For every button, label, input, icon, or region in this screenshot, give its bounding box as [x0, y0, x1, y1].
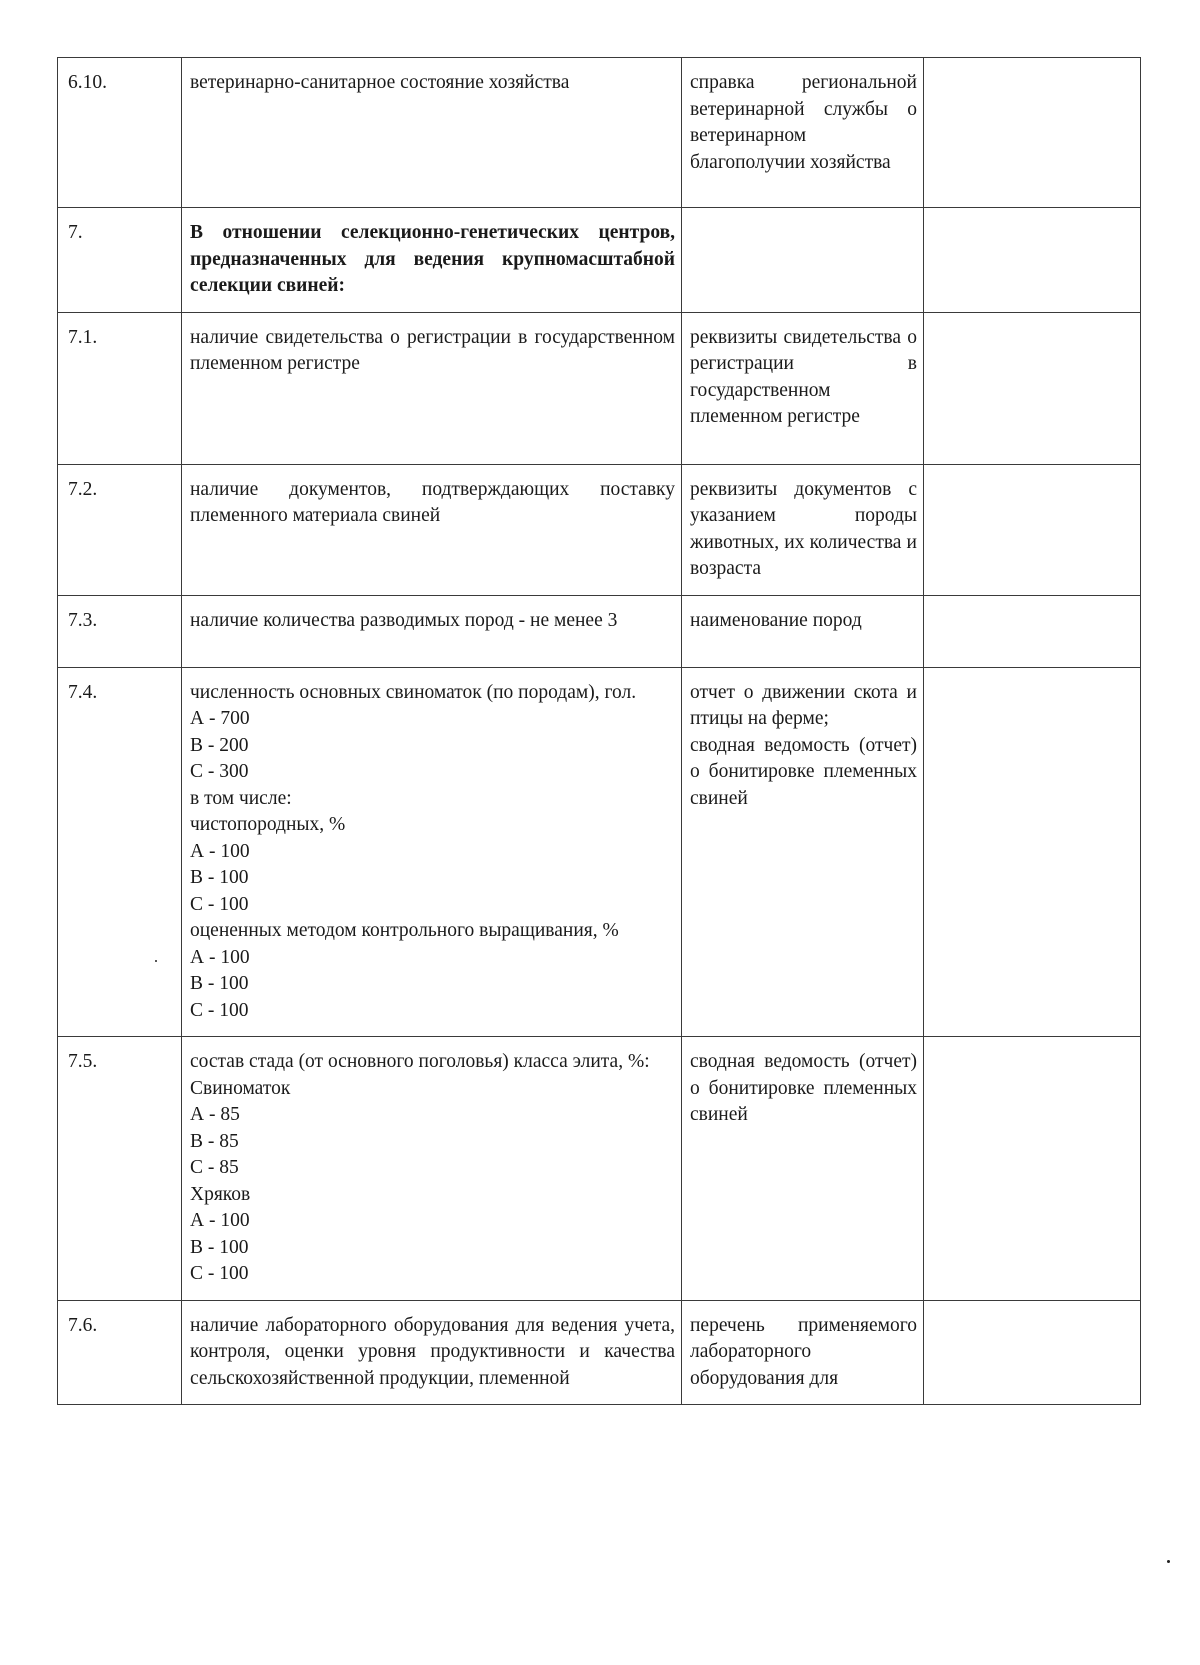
document-cell: сводная ведомость (отчет) о бонитировке племенных свиней: [682, 1037, 924, 1301]
section-heading: В отношении селекционно-генетических центров, предназначенных для ведения крупномасштабной селекции свиней:: [182, 208, 682, 313]
criterion-lines: [190, 706, 675, 918]
criterion-line: В - 100: [190, 867, 249, 888]
criterion-line: А - 100: [190, 946, 250, 968]
document-cell: справка региональной ветеринарной службы о ветеринарном благополучии хозяйства: [682, 58, 924, 208]
criterion-line: В - 100: [190, 1236, 249, 1258]
document-cell: реквизиты свидетельства о регистрации в государственном племенном регистре: [682, 312, 924, 464]
criterion-lines: [190, 1076, 675, 1288]
criterion-cell: наличие свидетельства о регистрации в государственном племенном регистре: [182, 312, 682, 464]
row-number: 7.1.: [58, 312, 182, 464]
criterion-cell: [182, 667, 682, 1037]
note-cell: [924, 208, 1141, 313]
row-number: 7.: [58, 208, 182, 313]
table-row: [58, 1037, 1141, 1301]
document-text: сводная ведомость (отчет) о бонитировке племенных свиней: [690, 734, 917, 809]
criterion-line: А - 100: [190, 1210, 250, 1231]
document-cell: наименование пород: [682, 595, 924, 667]
criterion-line: В - 100: [190, 973, 249, 994]
criterion-lines: [190, 945, 675, 1025]
criterion-line: С - 100: [190, 1263, 249, 1284]
row-number: 7.5.: [58, 1037, 182, 1301]
criterion-line: В - 85: [190, 1130, 239, 1152]
row-number: 7.3.: [58, 595, 182, 667]
note-cell: [924, 1300, 1141, 1405]
criterion-cell: наличие лабораторного оборудования для ведения учета, контроля, оценки уровня продуктивности и качества сельскохозяйственной продукции, племенной: [182, 1300, 682, 1405]
table-row: [58, 312, 1141, 464]
document-cell: [682, 667, 924, 1037]
criterion-line: С - 100: [190, 893, 249, 915]
table-row: [58, 667, 1141, 1037]
criterion-line: С - 100: [190, 999, 249, 1021]
table-row: [58, 595, 1141, 667]
criterion-line: С - 300: [190, 761, 249, 782]
note-cell: [924, 667, 1141, 1037]
table-row: [58, 1300, 1141, 1405]
criterion-cell: наличие документов, подтверждающих поставку племенного материала свиней: [182, 464, 682, 595]
criterion-mid: оцененных методом контрольного выращивания, %: [190, 920, 619, 941]
scan-speck: [1167, 1560, 1170, 1563]
criterion-lead: состав стада (от основного поголовья) класса элита, %:: [190, 1051, 650, 1072]
criterion-lead: численность основных свиноматок (по породам), гол.: [190, 681, 637, 703]
row-number: 7.2.: [58, 464, 182, 595]
document-text: отчет о движении скота и птицы на ферме;: [690, 681, 917, 729]
criterion-line: В - 200: [190, 734, 249, 756]
document-cell: перечень применяемого лабораторного оборудования для: [682, 1300, 924, 1405]
criterion-cell: наличие количества разводимых пород - не менее 3: [182, 595, 682, 667]
note-cell: [924, 464, 1141, 595]
note-cell: [924, 1037, 1141, 1301]
scan-speck: [155, 960, 157, 962]
row-number: 6.10.: [58, 58, 182, 208]
document-cell: [682, 208, 924, 313]
criterion-cell: [182, 1037, 682, 1301]
table-row: [58, 464, 1141, 595]
note-cell: [924, 312, 1141, 464]
criterion-line: Свиноматок: [190, 1077, 291, 1099]
table-row: [58, 58, 1141, 208]
note-cell: [924, 58, 1141, 208]
criterion-line: Хряков: [190, 1183, 251, 1205]
criterion-line: чистопородных, %: [190, 814, 346, 835]
criterion-line: А - 100: [190, 840, 250, 862]
row-number: 7.6.: [58, 1300, 182, 1405]
criterion-line: А - 700: [190, 708, 250, 729]
criterion-line: в том числе:: [190, 787, 292, 809]
table-row: [58, 208, 1141, 313]
criterion-cell: ветеринарно-санитарное состояние хозяйства: [182, 58, 682, 208]
document-cell: реквизиты документов с указанием породы животных, их количества и возраста: [682, 464, 924, 595]
criterion-line: А - 85: [190, 1104, 240, 1125]
criterion-line: С - 85: [190, 1157, 239, 1178]
note-cell: [924, 595, 1141, 667]
criteria-table: [57, 57, 1141, 1405]
row-number: 7.4.: [58, 667, 182, 1037]
